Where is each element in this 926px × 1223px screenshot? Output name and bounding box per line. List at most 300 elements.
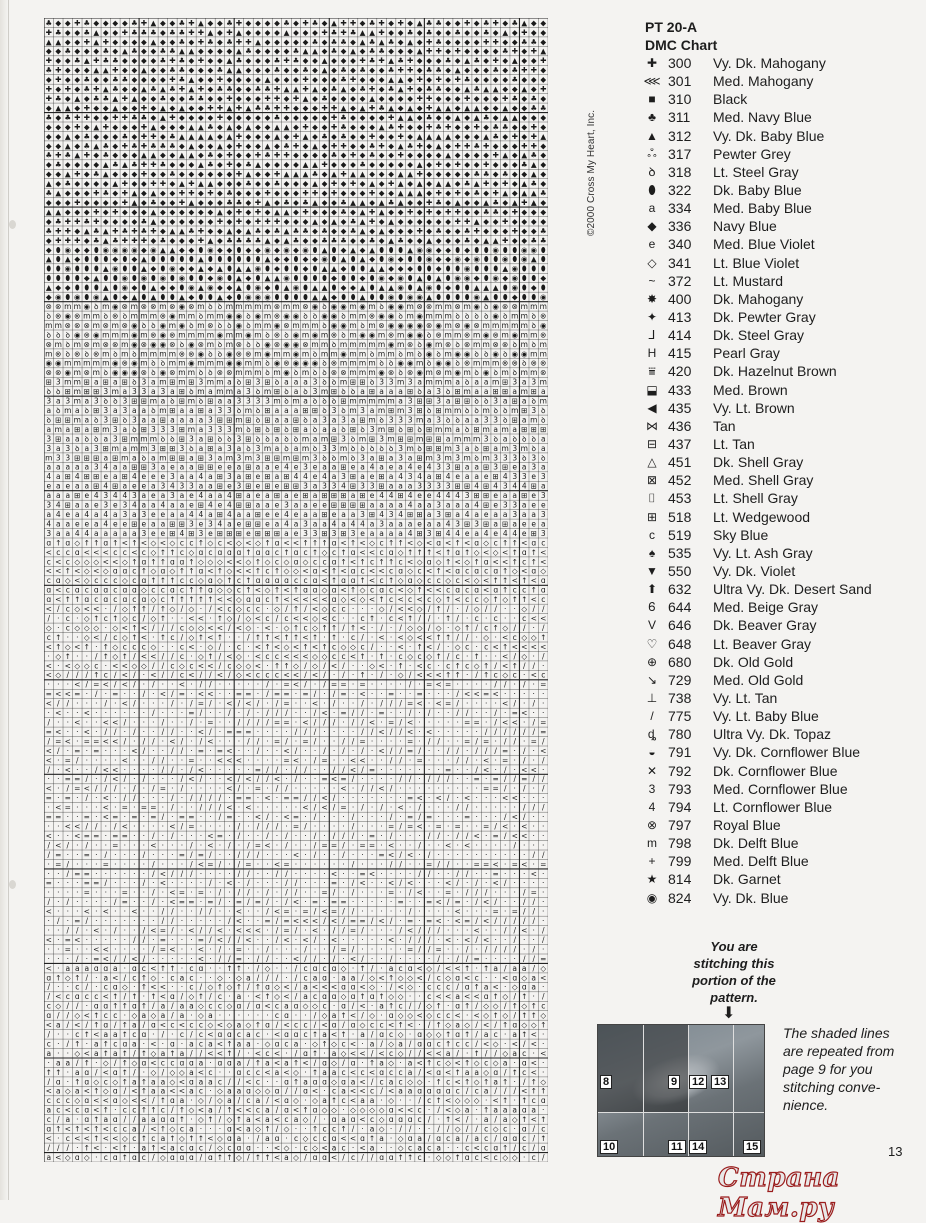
svg-text:·: · (475, 642, 477, 651)
svg-text:=: = (293, 813, 299, 822)
svg-text:<: < (160, 538, 166, 547)
svg-text:◇: ◇ (531, 633, 537, 642)
svg-text:▲: ▲ (531, 198, 537, 207)
svg-text:▲: ▲ (103, 85, 109, 94)
svg-text:◆: ◆ (502, 207, 508, 216)
svg-text:m: m (159, 453, 166, 462)
svg-text:✚: ✚ (397, 132, 403, 141)
svg-text:·: · (238, 633, 240, 642)
svg-text:/: / (333, 803, 336, 812)
svg-text:/: / (238, 822, 241, 831)
svg-text:◇: ◇ (150, 548, 156, 557)
svg-text:3: 3 (141, 378, 146, 387)
svg-text:⬮: ⬮ (246, 255, 251, 264)
svg-text:a: a (75, 434, 80, 443)
svg-text:⊞: ⊞ (312, 406, 318, 415)
svg-text:⊞: ⊞ (455, 397, 461, 406)
svg-text:·: · (76, 614, 78, 623)
svg-text:♣: ♣ (83, 28, 90, 37)
svg-text:·: · (276, 623, 278, 632)
svg-text:◉: ◉ (331, 311, 338, 320)
svg-text:◉: ◉ (236, 311, 243, 320)
svg-text:·: · (114, 756, 116, 765)
svg-text:/: / (352, 737, 355, 746)
section-label: 13 (711, 1075, 729, 1089)
svg-text:◆: ◆ (312, 75, 318, 84)
svg-text:a: a (294, 519, 299, 528)
svg-text:◆: ◆ (265, 207, 271, 216)
svg-text:◆: ◆ (198, 66, 204, 75)
svg-text:◆: ◆ (179, 245, 185, 254)
svg-text:◇: ◇ (417, 605, 423, 614)
svg-text:▲: ▲ (379, 264, 385, 273)
svg-text:=: = (407, 794, 413, 803)
svg-text:·: · (304, 813, 306, 822)
legend-symbol-icon: H (640, 346, 664, 360)
svg-text:▲: ▲ (322, 56, 328, 65)
svg-text:m: m (102, 302, 109, 311)
svg-text:◆: ◆ (483, 66, 489, 75)
svg-text:▲: ▲ (293, 85, 299, 94)
svg-text:◆: ◆ (179, 141, 185, 150)
svg-text:⬮: ⬮ (284, 264, 289, 273)
svg-text:a: a (75, 406, 80, 415)
svg-text:m: m (397, 330, 404, 339)
svg-text:⊞: ⊞ (350, 378, 356, 387)
svg-text:·: · (105, 605, 107, 614)
svg-text:✚: ✚ (198, 37, 204, 46)
svg-text:m: m (235, 415, 242, 424)
svg-text:◆: ◆ (407, 151, 413, 160)
svg-text:ꝺ: ꝺ (531, 434, 536, 443)
svg-text:·: · (171, 813, 173, 822)
svg-text:a: a (227, 378, 232, 387)
svg-text:3: 3 (541, 472, 546, 481)
svg-text:4: 4 (284, 510, 289, 519)
svg-text:ꝺ: ꝺ (322, 397, 327, 406)
svg-text:·: · (514, 746, 516, 755)
svg-text:e: e (246, 529, 251, 538)
svg-text:<: < (226, 756, 232, 765)
svg-text:⊞: ⊞ (502, 387, 508, 396)
svg-text:3: 3 (179, 444, 184, 453)
svg-text:<: < (435, 699, 441, 708)
svg-text:·: · (181, 614, 183, 623)
svg-text:e: e (493, 529, 498, 538)
svg-text:·: · (171, 614, 173, 623)
svg-text:▲: ▲ (55, 207, 61, 216)
svg-text:♣: ♣ (540, 236, 547, 245)
svg-text:e: e (522, 529, 527, 538)
svg-text:4: 4 (351, 519, 356, 528)
svg-text:♣: ♣ (483, 170, 490, 179)
svg-text:◆: ◆ (122, 293, 128, 302)
svg-text:ꝺ: ꝺ (417, 444, 422, 453)
svg-text:a: a (113, 406, 118, 415)
legend-row (640, 489, 920, 507)
svg-text:4: 4 (56, 501, 61, 510)
svg-text:e: e (151, 510, 156, 519)
svg-text:◆: ◆ (426, 56, 432, 65)
svg-text:⊗: ⊗ (407, 340, 413, 349)
svg-text:·: · (162, 746, 164, 755)
svg-text:▲: ▲ (455, 198, 461, 207)
svg-text:⊞: ⊞ (340, 397, 346, 406)
svg-text:a: a (379, 529, 384, 538)
svg-text:·: · (105, 746, 107, 755)
svg-text:c: c (47, 557, 51, 566)
svg-text:<: < (55, 709, 61, 718)
svg-text:✚: ✚ (93, 189, 99, 198)
svg-text:⊞: ⊞ (131, 463, 137, 472)
svg-text:▲: ▲ (179, 226, 185, 235)
svg-text:3: 3 (436, 501, 441, 510)
svg-text:◇: ◇ (417, 576, 423, 585)
svg-text:◉: ◉ (502, 255, 509, 264)
svg-text:a: a (427, 519, 432, 528)
svg-text:⬮: ⬮ (94, 264, 99, 273)
legend-color-name: Vy. Dk. Mahogany (708, 55, 826, 71)
svg-text:/: / (399, 756, 402, 765)
svg-text:◆: ◆ (322, 189, 328, 198)
svg-text:c: c (494, 671, 498, 680)
svg-text:◆: ◆ (407, 236, 413, 245)
svg-text:◉: ◉ (388, 311, 395, 320)
svg-text:✚: ✚ (131, 236, 137, 245)
svg-text:a: a (208, 510, 213, 519)
svg-text:/: / (314, 718, 317, 727)
svg-text:c: c (227, 605, 231, 614)
legend-symbol-icon: ⊗ (640, 818, 664, 832)
svg-text:↑: ↑ (55, 633, 61, 642)
svg-text:·: · (86, 765, 88, 774)
svg-text:/: / (181, 822, 184, 831)
svg-text:ɑ: ɑ (208, 586, 213, 595)
svg-text:♣: ♣ (492, 122, 499, 131)
svg-text:·: · (323, 822, 325, 831)
svg-text:◉: ◉ (492, 274, 499, 283)
svg-text:m: m (359, 368, 366, 377)
svg-text:a: a (180, 415, 185, 424)
svg-text:e: e (417, 463, 422, 472)
svg-text:/: / (105, 775, 108, 784)
svg-text:·: · (333, 822, 335, 831)
svg-text:✚: ✚ (74, 217, 80, 226)
svg-text:/: / (428, 737, 431, 746)
svg-text:m: m (340, 453, 347, 462)
svg-text:◆: ◆ (131, 132, 137, 141)
svg-text:◉: ◉ (131, 330, 138, 339)
svg-text:ꝺ: ꝺ (66, 330, 71, 339)
watermark-logo: Страна Мам.ру (718, 1163, 926, 1223)
svg-text:·: · (475, 822, 477, 831)
svg-text:▲: ▲ (322, 283, 328, 292)
svg-text:⬮: ⬮ (455, 245, 460, 254)
svg-text:·: · (361, 813, 363, 822)
svg-text:⊞: ⊞ (217, 415, 223, 424)
legend-symbol-icon: ⬆ (640, 582, 664, 596)
svg-text:▲: ▲ (417, 160, 423, 169)
svg-text:a: a (370, 501, 375, 510)
svg-text:◆: ◆ (493, 226, 499, 235)
svg-text:◆: ◆ (131, 207, 137, 216)
svg-text:✚: ✚ (397, 122, 403, 131)
svg-text:◆: ◆ (445, 217, 451, 226)
svg-text:m: m (444, 406, 451, 415)
legend-row (640, 544, 920, 562)
svg-text:♣: ♣ (217, 66, 224, 75)
svg-text:◆: ◆ (322, 170, 328, 179)
svg-text:✚: ✚ (74, 236, 80, 245)
svg-text:◆: ◆ (303, 255, 309, 264)
svg-text:/: / (152, 784, 155, 793)
svg-text:ꝺ: ꝺ (246, 444, 251, 453)
svg-text:ꝺ: ꝺ (208, 349, 213, 358)
legend-symbol-icon: ✚ (640, 56, 664, 70)
svg-text:m: m (435, 302, 442, 311)
svg-text:3: 3 (237, 434, 242, 443)
svg-text:◆: ◆ (322, 37, 328, 46)
svg-text:3: 3 (436, 387, 441, 396)
svg-text:◆: ◆ (398, 28, 404, 37)
svg-text:◉: ◉ (169, 264, 176, 273)
svg-text:▲: ▲ (388, 236, 394, 245)
svg-text:♣: ♣ (121, 75, 128, 84)
svg-text:·: · (409, 765, 411, 774)
svg-text:<: < (150, 671, 156, 680)
svg-text:◆: ◆ (150, 47, 156, 56)
svg-text:◇: ◇ (284, 642, 290, 651)
svg-text:◆: ◆ (293, 75, 299, 84)
svg-text:⊗: ⊗ (378, 321, 384, 330)
svg-text:3: 3 (122, 501, 127, 510)
svg-text:/: / (114, 727, 117, 736)
svg-text:◆: ◆ (160, 226, 166, 235)
svg-text:<: < (226, 595, 232, 604)
svg-text:◇: ◇ (407, 652, 413, 661)
svg-text:◉: ◉ (530, 245, 537, 254)
svg-text:ꝺ: ꝺ (398, 425, 403, 434)
svg-text:ꝺ: ꝺ (47, 387, 52, 396)
svg-text:ꝺ: ꝺ (455, 415, 460, 424)
svg-text:◆: ◆ (474, 236, 480, 245)
svg-text:3: 3 (227, 406, 232, 415)
svg-text:◆: ◆ (131, 75, 137, 84)
svg-text:♣: ♣ (169, 28, 176, 37)
svg-text:a: a (218, 444, 223, 453)
svg-text:ꝺ: ꝺ (465, 425, 470, 434)
svg-text:✚: ✚ (302, 85, 308, 94)
svg-text:▲: ▲ (150, 151, 156, 160)
svg-text:◉: ◉ (407, 293, 414, 302)
svg-text:3: 3 (122, 406, 127, 415)
svg-text:◆: ◆ (445, 160, 451, 169)
svg-text:✚: ✚ (112, 66, 118, 75)
svg-text:a: a (341, 510, 346, 519)
svg-text:a: a (389, 472, 394, 481)
svg-text:/: / (47, 614, 50, 623)
svg-text:/: / (418, 614, 421, 623)
svg-text:m: m (502, 444, 509, 453)
svg-text:▲: ▲ (483, 293, 489, 302)
svg-text:ꝺ: ꝺ (541, 453, 546, 462)
svg-text:▲: ▲ (331, 264, 337, 273)
svg-text:◇: ◇ (398, 671, 404, 680)
svg-text:c: c (341, 652, 345, 661)
svg-text:◆: ◆ (464, 132, 470, 141)
svg-text:3: 3 (493, 415, 498, 424)
svg-text:⬮: ⬮ (408, 283, 413, 292)
svg-text:3: 3 (436, 463, 441, 472)
svg-text:m: m (502, 368, 509, 377)
svg-text:·: · (105, 623, 107, 632)
svg-text:=: = (179, 813, 185, 822)
svg-text:◆: ◆ (217, 28, 223, 37)
svg-text:·: · (314, 680, 316, 689)
svg-text:·: · (124, 765, 126, 774)
svg-text:⊞: ⊞ (264, 472, 270, 481)
svg-text:·: · (428, 746, 430, 755)
svg-text:m: m (178, 330, 185, 339)
svg-text:<: < (46, 671, 52, 680)
svg-text:◆: ◆ (274, 28, 280, 37)
svg-text:<: < (65, 690, 71, 699)
svg-text:4: 4 (408, 529, 413, 538)
svg-text:▲: ▲ (141, 255, 147, 264)
svg-text:◆: ◆ (293, 28, 299, 37)
svg-text:a: a (522, 397, 527, 406)
svg-text:a: a (265, 463, 270, 472)
svg-text:·: · (542, 661, 544, 670)
svg-text:<: < (245, 567, 251, 576)
svg-text:◆: ◆ (274, 236, 280, 245)
svg-text:◆: ◆ (274, 160, 280, 169)
svg-text:✚: ✚ (93, 85, 99, 94)
svg-text:▲: ▲ (474, 179, 480, 188)
svg-text:ꝺ: ꝺ (56, 406, 61, 415)
svg-text:⊞: ⊞ (65, 501, 71, 510)
svg-text:◆: ◆ (208, 56, 214, 65)
svg-text:◆: ◆ (388, 207, 394, 216)
svg-text:ꝺ: ꝺ (427, 359, 432, 368)
svg-text:⊞: ⊞ (169, 453, 175, 462)
svg-text:3: 3 (141, 529, 146, 538)
svg-text:◆: ◆ (55, 283, 61, 292)
svg-text:·: · (456, 775, 458, 784)
svg-text:◆: ◆ (255, 132, 261, 141)
svg-text:✚: ✚ (150, 226, 156, 235)
legend-row (640, 725, 920, 743)
svg-text:↑: ↑ (483, 661, 489, 670)
svg-text:⬮: ⬮ (161, 293, 166, 302)
svg-text:·: · (57, 661, 59, 670)
svg-text:c: c (113, 586, 117, 595)
svg-text:⊗: ⊗ (141, 302, 147, 311)
svg-text:◇: ◇ (46, 623, 52, 632)
svg-text:/: / (456, 690, 459, 699)
svg-text:ɑ: ɑ (541, 576, 546, 585)
svg-text:ꝺ: ꝺ (218, 349, 223, 358)
svg-text:↑: ↑ (378, 557, 384, 566)
legend-row (640, 344, 920, 362)
svg-text:◆: ◆ (331, 198, 337, 207)
svg-text:◆: ◆ (208, 226, 214, 235)
svg-text:<: < (198, 661, 204, 670)
legend-row (640, 235, 920, 253)
svg-text:↑: ↑ (198, 595, 204, 604)
svg-text:a: a (237, 463, 242, 472)
svg-text:/: / (513, 699, 516, 708)
svg-text:ꝺ: ꝺ (218, 434, 223, 443)
svg-text:·: · (542, 813, 544, 822)
svg-text:<: < (141, 633, 147, 642)
svg-text:✚: ✚ (198, 226, 204, 235)
svg-text:✚: ✚ (274, 94, 280, 103)
svg-text:·: · (200, 718, 202, 727)
svg-text:↑: ↑ (65, 567, 71, 576)
svg-text:◆: ◆ (407, 122, 413, 131)
svg-text:·: · (257, 803, 259, 812)
svg-text:↑: ↑ (131, 633, 137, 642)
svg-text:⊞: ⊞ (169, 406, 175, 415)
svg-text:·: · (352, 746, 354, 755)
svg-text:/: / (418, 803, 421, 812)
svg-text:◉: ◉ (388, 321, 395, 330)
svg-text:3: 3 (389, 415, 394, 424)
svg-text:/: / (133, 794, 136, 803)
svg-text:/: / (86, 794, 89, 803)
svg-text:c: c (284, 614, 288, 623)
svg-text:◆: ◆ (112, 122, 118, 131)
svg-text:◆: ◆ (388, 170, 394, 179)
svg-text:/: / (95, 652, 98, 661)
svg-text:▲: ▲ (521, 151, 527, 160)
svg-text:♣: ♣ (435, 66, 442, 75)
svg-text:c: c (237, 642, 241, 651)
svg-text:◇: ◇ (74, 538, 80, 547)
svg-text:↑: ↑ (321, 623, 327, 632)
svg-text:·: · (361, 794, 363, 803)
svg-text:·: · (542, 822, 544, 831)
svg-text:c: c (351, 633, 355, 642)
svg-text:a: a (522, 510, 527, 519)
svg-text:⊞: ⊞ (103, 378, 109, 387)
svg-text:✚: ✚ (112, 226, 118, 235)
svg-text:3: 3 (408, 397, 413, 406)
svg-text:=: = (340, 690, 346, 699)
svg-text:c: c (484, 642, 488, 651)
svg-text:◆: ◆ (169, 103, 175, 112)
svg-text:/: / (361, 727, 364, 736)
svg-text:▲: ▲ (531, 189, 537, 198)
svg-text:⊞: ⊞ (141, 425, 147, 434)
svg-text:ɑ: ɑ (493, 586, 498, 595)
svg-text:⊞: ⊞ (321, 510, 327, 519)
svg-text:c: c (446, 661, 450, 670)
svg-text:⊗: ⊗ (188, 302, 194, 311)
svg-text:▲: ▲ (426, 132, 432, 141)
svg-text:·: · (133, 718, 135, 727)
svg-text:·: · (219, 737, 221, 746)
svg-text:⊞: ⊞ (350, 425, 356, 434)
svg-text:/: / (323, 661, 326, 670)
svg-text:·: · (447, 822, 449, 831)
svg-text:a: a (75, 463, 80, 472)
svg-text:◆: ◆ (303, 264, 309, 273)
svg-text:◆: ◆ (236, 160, 242, 169)
svg-text:4: 4 (199, 491, 204, 500)
svg-text:3: 3 (408, 415, 413, 424)
